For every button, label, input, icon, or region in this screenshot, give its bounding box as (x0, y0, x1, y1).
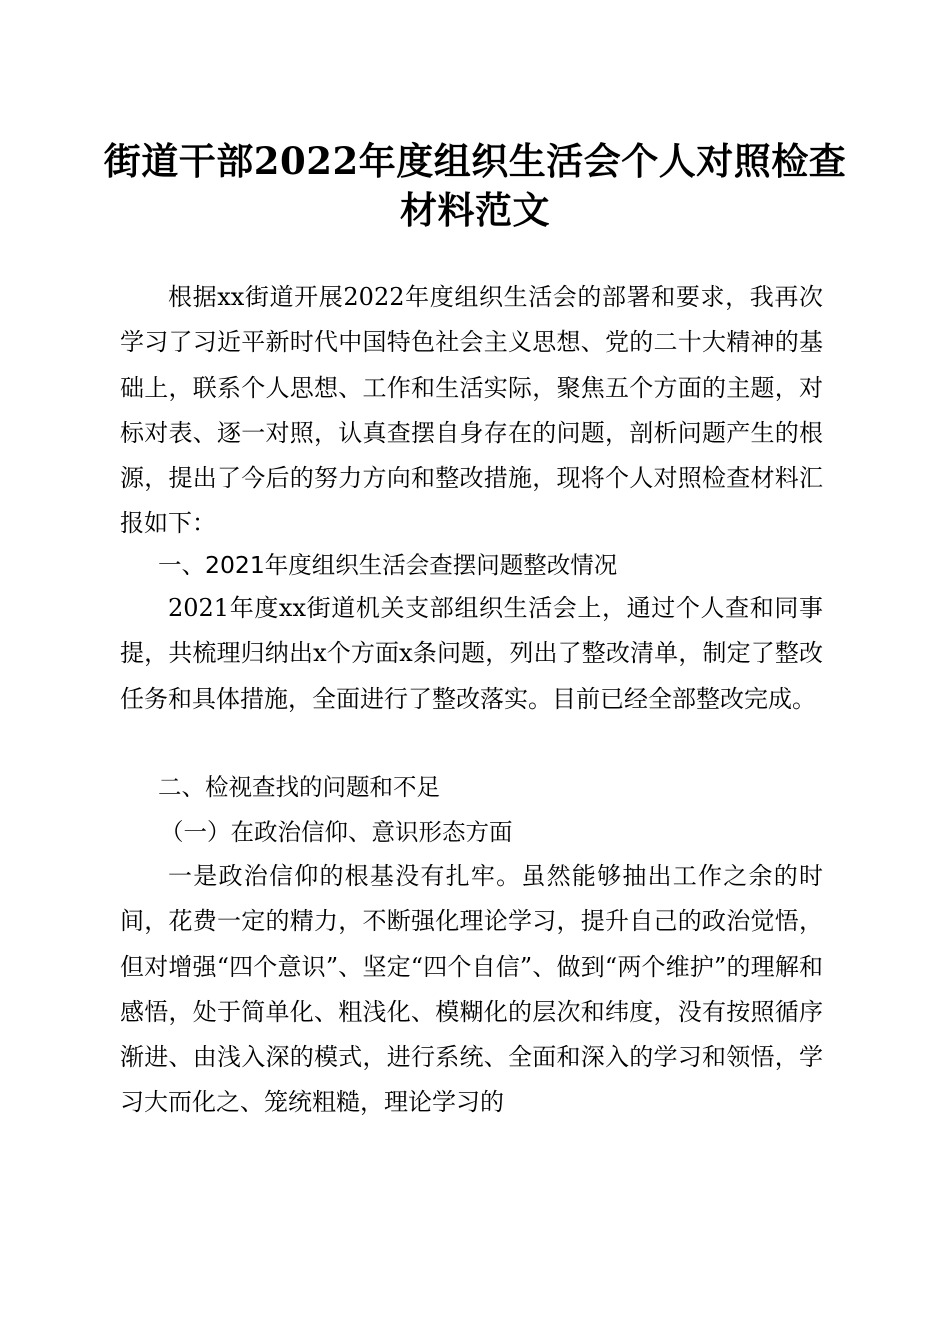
intro-paragraph: 根据xx街道开展2022年度组织生活会的部署和要求，我再次学习了习近平新时代中国特色社会主义思想、党的二十大精神的基础上，联系个人思想、工作和生活实际，聚焦五个方面的主题，对标对表、逐一对照，认真查摆自身存在的问题，剖析问题产生的根源，提出了今后的努力方向和整改措施，现将个人对照检查材料汇报如下： (120, 283, 823, 538)
section-1-paragraph: 2021年度xx街道机关支部组织生活会上，通过个人查和同事提，共梳理归纳出x个方面x条问题，列出了整改清单，制定了整改任务和具体措施，全面进行了整改落实。目前已经全部整改完成。 (120, 594, 823, 713)
section-2-subheading-1: （一）在政治信仰、意识形态方面 (160, 818, 513, 846)
document-title-line-2: 材料范文 (400, 188, 550, 232)
section-1-heading: 一、2021年度组织生活会查摆问题整改情况 (158, 551, 618, 579)
document-title-line-1: 街道干部2022年度组织生活会个人对照检查 (103, 139, 847, 183)
section-2-heading: 二、检视查找的问题和不足 (158, 773, 440, 801)
section-2-paragraph-1: 一是政治信仰的根基没有扎牢。虽然能够抽出工作之余的时间，花费一定的精力，不断强化理论学习，提升自己的政治觉悟，但对增强“四个意识”、坚定“四个自信”、做到“两个维护”的理解和感悟，处于简单化、粗浅化、模糊化的层次和纬度，没有按照循序渐进、由浅入深的模式，进行系统、全面和深入的学习和领悟，学习大而化之、笼统粗糙，理论学习的 (120, 862, 823, 1117)
